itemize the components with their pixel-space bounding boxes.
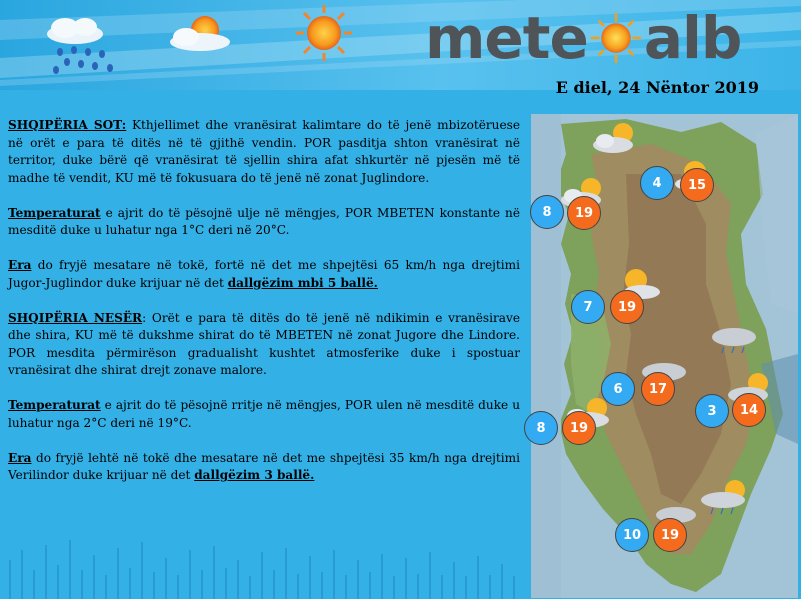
today-temp-text: e ajrit do të pësojnë ulje në mëngjes, POR MBETEN konstante në mesditë duke u luhatur nga 1°C deri në 20°C. <box>8 205 520 237</box>
forecast-date: E diel, 24 Nëntor 2019 <box>555 78 759 97</box>
tomorrow-wind-label: Era <box>8 450 32 465</box>
min-temp-badge: 6 <box>601 372 635 406</box>
meteoalb-logo[interactable] <box>425 4 742 72</box>
min-temp-badge: 7 <box>571 290 605 324</box>
tomorrow-temp-text: e ajrit do të pësojnë rritje në mëngjes, POR ulen në mesditë duke u luhatur nga 2°C deri në 19°C. <box>8 398 520 430</box>
max-temp-badge: 19 <box>653 518 687 552</box>
tomorrow-temp-label: Temperaturat <box>8 398 101 412</box>
forecast-text <box>8 117 520 502</box>
tomorrow-wind <box>8 450 520 485</box>
min-temp-badge: 4 <box>640 166 674 200</box>
partly-cloudy-icon <box>591 119 641 159</box>
today-temp-label: Temperaturat <box>8 205 101 220</box>
tomorrow-text: : Orët e para të ditës do të jenë në ndikimin e vranësirave dhe shira, KU më të dukshme shirat do të MBETEN në zonat Jugore dhe Lindore. POR mesdita përmirëson gradualisht kushtet atmosferike duke i spostuar vranësirat dhe shirat drejt zonave malore. <box>8 310 520 377</box>
min-temp-badge: 8 <box>524 411 558 445</box>
min-temp-badge: 10 <box>615 518 649 552</box>
today-summary <box>8 117 520 187</box>
today-wind-label: Era <box>8 258 32 272</box>
tomorrow-summary <box>8 310 520 380</box>
tomorrow-wind-text: do fryjë lehtë në tokë dhe mesatare në det me shpejtësi 35 km/h nga drejtimi Verilindor duke krijuar në det <box>8 450 520 482</box>
tomorrow-label: SHQIPËRIA NESËR <box>8 310 143 325</box>
rain-cloud-icon <box>706 319 761 359</box>
tomorrow-wave-highlight: dallgëzim 3 ballë. <box>194 468 315 482</box>
min-temp-badge: 8 <box>530 195 564 229</box>
today-text: Kthjellimet dhe vranësirat kalimtare do të jenë mbizotëruese në orët e para të ditës në të gjithë vendin. POR pasditja shton vranësirat në territor, duke bërë që vranësirat të sjellin shira afat shkurtër në pjesën më të madhe të vendit, KU më të fokusuara do të jenë në zonat Juglindore. <box>8 118 520 185</box>
max-temp-badge: 14 <box>732 393 766 427</box>
max-temp-badge: 15 <box>680 168 714 202</box>
today-wind <box>8 257 520 292</box>
min-temp-badge: 3 <box>695 394 729 428</box>
decorative-ruler <box>0 520 530 599</box>
tomorrow-temperature <box>8 397 520 432</box>
today-temperature <box>8 205 520 240</box>
logo-sun-icon <box>590 12 642 64</box>
logo-text-right: alb <box>643 4 742 72</box>
max-temp-badge: 19 <box>567 196 601 230</box>
today-wave-highlight: dallgëzim mbi 5 ballë. <box>227 275 378 290</box>
today-wind-text: do fryjë mesatare në tokë, fortë në det me shpejtësi 65 km/h nga drejtimi Jugor-Juglindor duke krijuar në det <box>8 258 520 290</box>
max-temp-badge: 19 <box>610 290 644 324</box>
logo-text-left: mete <box>425 4 588 72</box>
max-temp-badge: 19 <box>562 411 596 445</box>
max-temp-badge: 17 <box>641 372 675 406</box>
sun-rain-cloud-icon <box>699 476 754 516</box>
today-label: SHQIPËRIA SOT: <box>8 118 127 132</box>
